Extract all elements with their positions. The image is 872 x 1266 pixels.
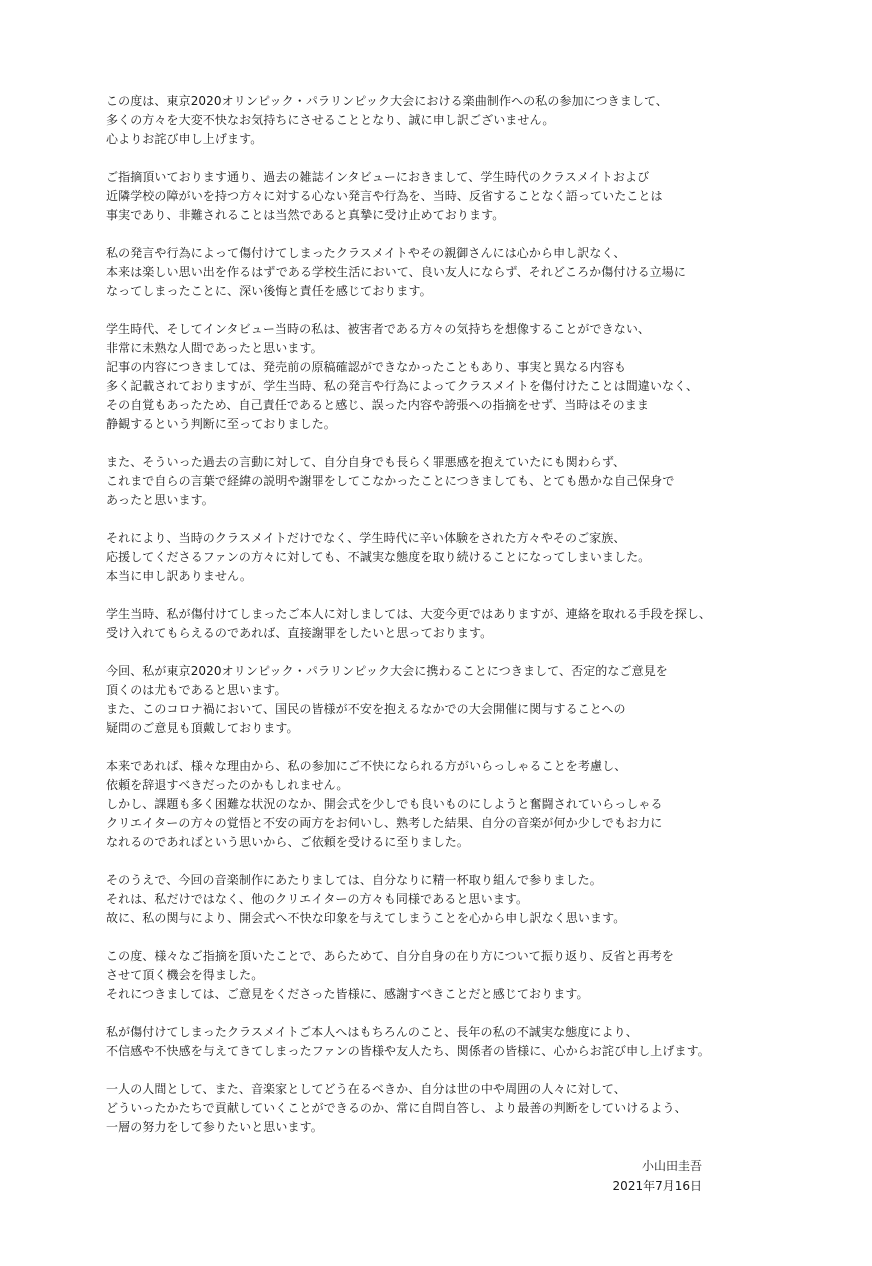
- paragraph-line: 本来であれば、様々な理由から、私の参加にご不快になられる方がいらっしゃることを考慮し、: [106, 759, 627, 773]
- statement-paragraph: [106, 1080, 746, 1137]
- statement-paragraph: [106, 168, 746, 225]
- paragraph-line: 今回、私が東京2020オリンピック・パラリンピック大会に携わることにつきまして、否定的なご意見を: [106, 664, 668, 678]
- paragraph-line: 静観するという判断に至っておりました。: [106, 417, 336, 431]
- statement-paragraph: [106, 757, 746, 852]
- paragraph-line: その自覚もあったため、自己責任であると感じ、誤った内容や誇張への指摘をせず、当時はそのまま: [106, 398, 649, 412]
- paragraph-line: 依頼を辞退すべきだったのかもしれません。: [106, 778, 349, 792]
- statement-paragraph: [106, 662, 746, 738]
- statement-paragraph: [106, 871, 746, 928]
- paragraph-line: そのうえで、今回の音楽制作にあたりましては、自分なりに精一杯取り組んで参りました。: [106, 873, 602, 887]
- paragraph-line: クリエイターの方々の覚悟と不安の両方をお伺いし、熟考した結果、自分の音楽が何か少しでもお力に: [106, 816, 663, 830]
- paragraph-line: 一層の努力をして参りたいと思います。: [106, 1120, 323, 1134]
- paragraph-line: ご指摘頂いております通り、過去の雑誌インタビューにおきまして、学生時代のクラスメイトおよび: [106, 170, 650, 184]
- paragraph-line: 心よりお詫び申し上げます。: [106, 132, 263, 146]
- statement-paragraph: [106, 453, 746, 510]
- statement-paragraph: [106, 605, 746, 643]
- paragraph-line: あったと思います。: [106, 493, 214, 507]
- statement-paragraph: [106, 244, 746, 301]
- statement-paragraph: [106, 947, 746, 1004]
- paragraph-line: させて頂く機会を得ました。: [106, 968, 264, 982]
- paragraph-line: それにより、当時のクラスメイトだけでなく、学生時代に辛い体験をされた方々やそのご家族、: [106, 531, 626, 545]
- paragraph-line: 応援してくださるファンの方々に対しても、不誠実な態度を取り続けることになってしまいました。: [106, 550, 651, 564]
- paragraph-line: 本当に申し訳ありません。: [106, 569, 252, 583]
- paragraph-line: なれるのであればという思いから、ご依頼を受けるに至りました。: [106, 835, 470, 849]
- paragraph-line: 本来は楽しい思い出を作るはずである学校生活において、良い友人にならず、それどころか傷付ける立場に: [106, 265, 686, 279]
- paragraph-line: また、そういった過去の言動に対して、自分自身でも長らく罪悪感を抱えていたにも関わらず、: [106, 455, 626, 469]
- paragraph-line: この度は、東京2020オリンピック・パラリンピック大会における楽曲制作への私の参加につきまして、: [106, 94, 668, 108]
- paragraph-line: 疑問のご意見も頂戴しております。: [106, 721, 299, 735]
- paragraph-line: なってしまったことに、深い後悔と責任を感じております。: [106, 284, 432, 298]
- paragraph-line: 頂くのは尤もであると思います。: [106, 683, 287, 697]
- paragraph-line: 私の発言や行為によって傷付けてしまったクラスメイトやその親御さんには心から申し訳なく、: [106, 246, 626, 260]
- statement-paragraph: [106, 529, 746, 586]
- paragraph-line: 記事の内容につきましては、発売前の原稿確認ができなかったこともあり、事実と異なる内容も: [106, 360, 627, 374]
- author-name: 小山田圭吾: [641, 1159, 702, 1173]
- paragraph-line: しかし、課題も多く困難な状況のなか、開会式を少しでも良いものにしようと奮闘されていらっしゃる: [106, 797, 663, 811]
- paragraph-line: この度、様々なご指摘を頂いたことで、あらためて、自分自身の在り方について振り返り、反省と再考を: [106, 949, 674, 963]
- paragraph-line: また、このコロナ禍において、国民の皆様が不安を抱えるなかでの大会開催に関与することへの: [106, 702, 626, 716]
- statement-date: 2021年7月16日: [612, 1179, 702, 1193]
- paragraph-line: これまで自らの言葉で経緯の説明や謝罪をしてこなかったことにつきましても、とても愚かな自己保身で: [106, 474, 675, 488]
- paragraph-line: 受け入れてもらえるのであれば、直接謝罪をしたいと思っております。: [106, 626, 493, 640]
- paragraph-line: 私が傷付けてしまったクラスメイトご本人へはもちろんのこと、長年の私の不誠実な態度により、: [106, 1025, 638, 1039]
- signature-block: [613, 1156, 702, 1196]
- statement-paragraph: [106, 320, 746, 434]
- paragraph-line: 非常に未熟な人間であったと思います。: [106, 341, 323, 355]
- paragraph-line: 学生当時、私が傷付けてしまったご本人に対しましては、大変今更ではありますが、連絡を取れる手段を探し、: [106, 607, 712, 621]
- statement-body: [106, 92, 746, 1156]
- paragraph-line: どういったかたちで貢献していくことができるのか、常に自問自答し、より最善の判断をしていけるよう、: [106, 1101, 687, 1115]
- statement-paragraph: [106, 92, 746, 149]
- paragraph-line: 不信感や不快感を与えてきてしまったファンの皆様や友人たち、関係者の皆様に、心からお詫び申し上げます。: [106, 1044, 710, 1058]
- paragraph-line: 近隣学校の障がいを持つ方々に対する心ない発言や行為を、当時、反省することなく語っていたことは: [106, 189, 663, 203]
- paragraph-line: それは、私だけではなく、他のクリエイターの方々も同様であると思います。: [106, 892, 529, 906]
- paragraph-line: それにつきましては、ご意見をくださった皆様に、感謝すべきことだと感じております。: [106, 987, 589, 1001]
- paragraph-line: 事実であり、非難されることは当然であると真摯に受け止めております。: [106, 208, 505, 222]
- paragraph-line: 学生時代、そしてインタビュー当時の私は、被害者である方々の気持ちを想像することができない、: [106, 322, 651, 336]
- paragraph-line: 故に、私の関与により、開会式へ不快な印象を与えてしまうことを心から申し訳なく思います。: [106, 911, 626, 925]
- paragraph-line: 多くの方々を大変不快なお気持ちにさせることとなり、誠に申し訳ございません。: [106, 113, 555, 127]
- paragraph-line: 多く記載されておりますが、学生当時、私の発言や行為によってクラスメイトを傷付けたことは間違いなく、: [106, 379, 699, 393]
- statement-paragraph: [106, 1023, 746, 1061]
- paragraph-line: 一人の人間として、また、音楽家としてどう在るべきか、自分は世の中や周囲の人々に対して、: [106, 1082, 626, 1096]
